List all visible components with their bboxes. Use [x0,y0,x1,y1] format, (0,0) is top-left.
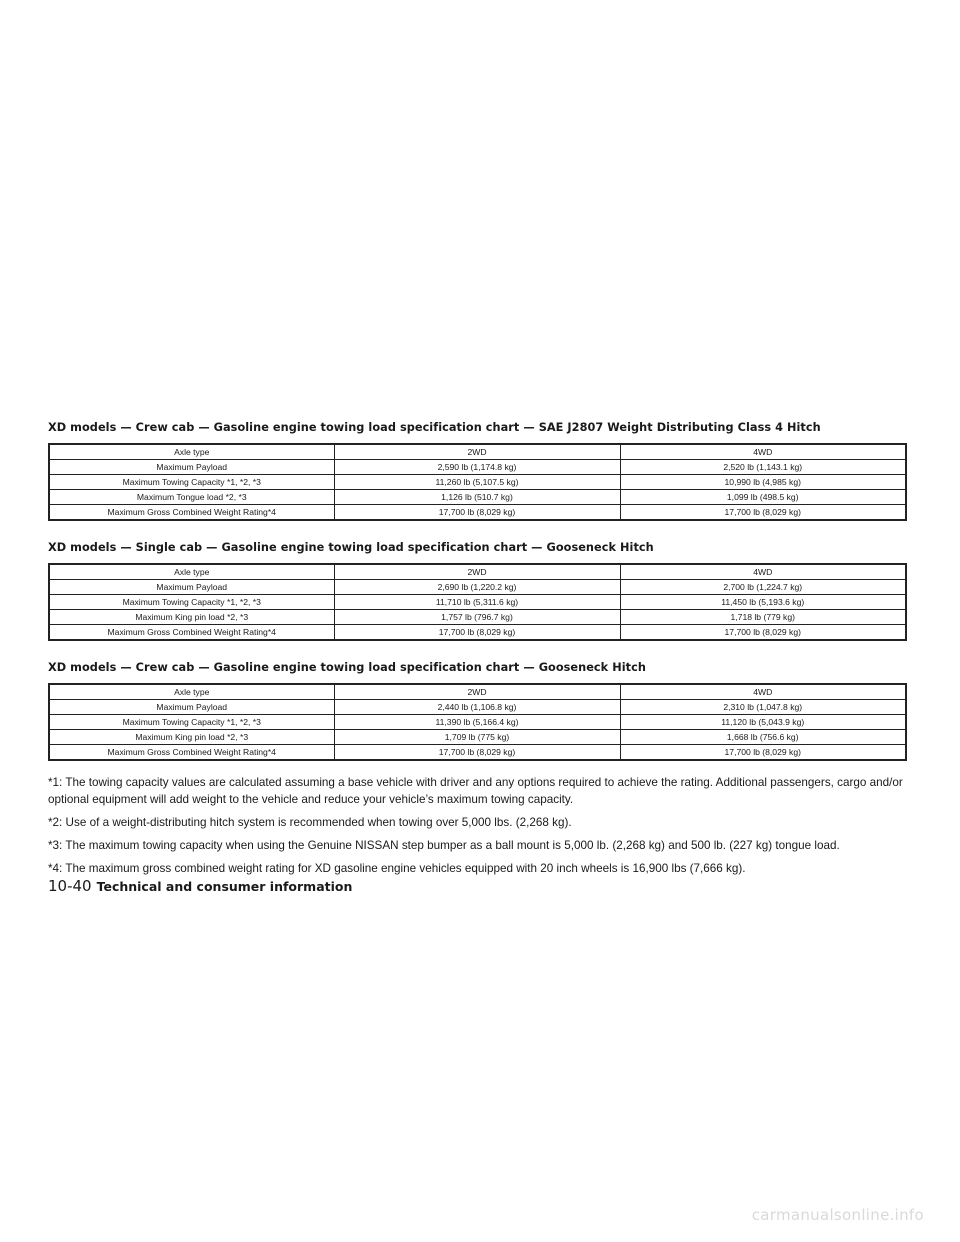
table-row [49,715,906,730]
table-header-row [49,564,906,580]
watermark: carmanualsonline.info [751,1206,924,1224]
section-title: Technical and consumer information [96,879,353,894]
table-cell: 11,710 lb (5,311.6 kg) [334,595,620,610]
header-cell: 4WD [620,444,906,460]
table-cell: 1,757 lb (796.7 kg) [334,610,620,625]
table-cell: 17,700 lb (8,029 kg) [620,505,906,521]
table-cell: 17,700 lb (8,029 kg) [334,745,620,761]
table-cell: 2,440 lb (1,106.8 kg) [334,700,620,715]
table-title: XD models — Crew cab — Gasoline engine towing load specification chart — SAE J2807 Weight Distributing Class 4 Hitch [48,421,821,434]
table-cell: Maximum Payload [49,460,334,475]
table-cell: 17,700 lb (8,029 kg) [334,505,620,521]
table-cell: 11,390 lb (5,166.4 kg) [334,715,620,730]
table-cell: 1,709 lb (775 kg) [334,730,620,745]
table-cell: 11,450 lb (5,193.6 kg) [620,595,906,610]
table-cell: 2,590 lb (1,174.8 kg) [334,460,620,475]
table-cell: Maximum King pin load *2, *3 [49,610,334,625]
table-cell: Maximum Gross Combined Weight Rating*4 [49,625,334,641]
table-cell: 1,668 lb (756.6 kg) [620,730,906,745]
table-cell: Maximum Tongue load *2, *3 [49,490,334,505]
spec-table [48,683,907,761]
footnote: *3: The maximum towing capacity when using the Genuine NISSAN step bumper as a ball mount is 5,000 lb. (2,268 kg) and 500 lb. (227 kg) tongue load. [48,839,840,852]
header-cell: 2WD [334,564,620,580]
header-cell: Axle type [49,564,334,580]
table-row [49,460,906,475]
footnote: *1: The towing capacity values are calculated assuming a base vehicle with driver and any options required to achieve the rating. Additional passengers, cargo and/or optional equipment will add weight to the vehicle and reduce your vehicle’s maximum towing capacity. [48,776,903,806]
table-cell: Maximum King pin load *2, *3 [49,730,334,745]
spec-section-3 [48,661,905,761]
table-row [49,475,906,490]
table-cell: 1,718 lb (779 kg) [620,610,906,625]
table-cell: Maximum Towing Capacity *1, *2, *3 [49,595,334,610]
table-title: XD models — Crew cab — Gasoline engine towing load specification chart — Gooseneck Hitch [48,661,646,674]
table-cell: 11,260 lb (5,107.5 kg) [334,475,620,490]
spec-section-1 [48,421,905,521]
table-row [49,595,906,610]
page-footer [48,877,352,896]
table-header-row [49,444,906,460]
table-row [49,505,906,521]
table-cell: 2,520 lb (1,143.1 kg) [620,460,906,475]
spec-table [48,563,907,641]
table-cell: 2,700 lb (1,224.7 kg) [620,580,906,595]
table-row [49,700,906,715]
table-cell: Maximum Towing Capacity *1, *2, *3 [49,475,334,490]
header-cell: Axle type [49,684,334,700]
table-cell: 2,310 lb (1,047.8 kg) [620,700,906,715]
table-row [49,745,906,761]
table-cell: Maximum Payload [49,700,334,715]
table-row [49,625,906,641]
table-cell: 2,690 lb (1,220.2 kg) [334,580,620,595]
spec-section-2 [48,541,905,641]
table-cell: 1,099 lb (498.5 kg) [620,490,906,505]
table-cell: 10,990 lb (4,985 kg) [620,475,906,490]
footnote: *2: Use of a weight-distributing hitch system is recommended when towing over 5,000 lbs. (2,268 kg). [48,816,572,829]
header-cell: 2WD [334,444,620,460]
table-cell: 11,120 lb (5,043.9 kg) [620,715,906,730]
spec-table [48,443,907,521]
table-cell: 17,700 lb (8,029 kg) [620,625,906,641]
table-cell: Maximum Gross Combined Weight Rating*4 [49,745,334,761]
header-cell: 4WD [620,564,906,580]
table-cell: 17,700 lb (8,029 kg) [334,625,620,641]
table-row [49,580,906,595]
table-header-row [49,684,906,700]
table-row [49,730,906,745]
table-cell: 1,126 lb (510.7 kg) [334,490,620,505]
header-cell: 2WD [334,684,620,700]
table-title: XD models — Single cab — Gasoline engine towing load specification chart — Gooseneck Hitch [48,541,654,554]
footnotes [48,774,910,883]
header-cell: Axle type [49,444,334,460]
table-row [49,610,906,625]
footnote: *4: The maximum gross combined weight rating for XD gasoline engine vehicles equipped with 20 inch wheels is 16,900 lbs (7,666 kg). [48,862,746,875]
table-row [49,490,906,505]
table-cell: Maximum Payload [49,580,334,595]
table-cell: Maximum Towing Capacity *1, *2, *3 [49,715,334,730]
table-cell: 17,700 lb (8,029 kg) [620,745,906,761]
header-cell: 4WD [620,684,906,700]
table-cell: Maximum Gross Combined Weight Rating*4 [49,505,334,521]
page-number: 10-40 [48,877,92,895]
